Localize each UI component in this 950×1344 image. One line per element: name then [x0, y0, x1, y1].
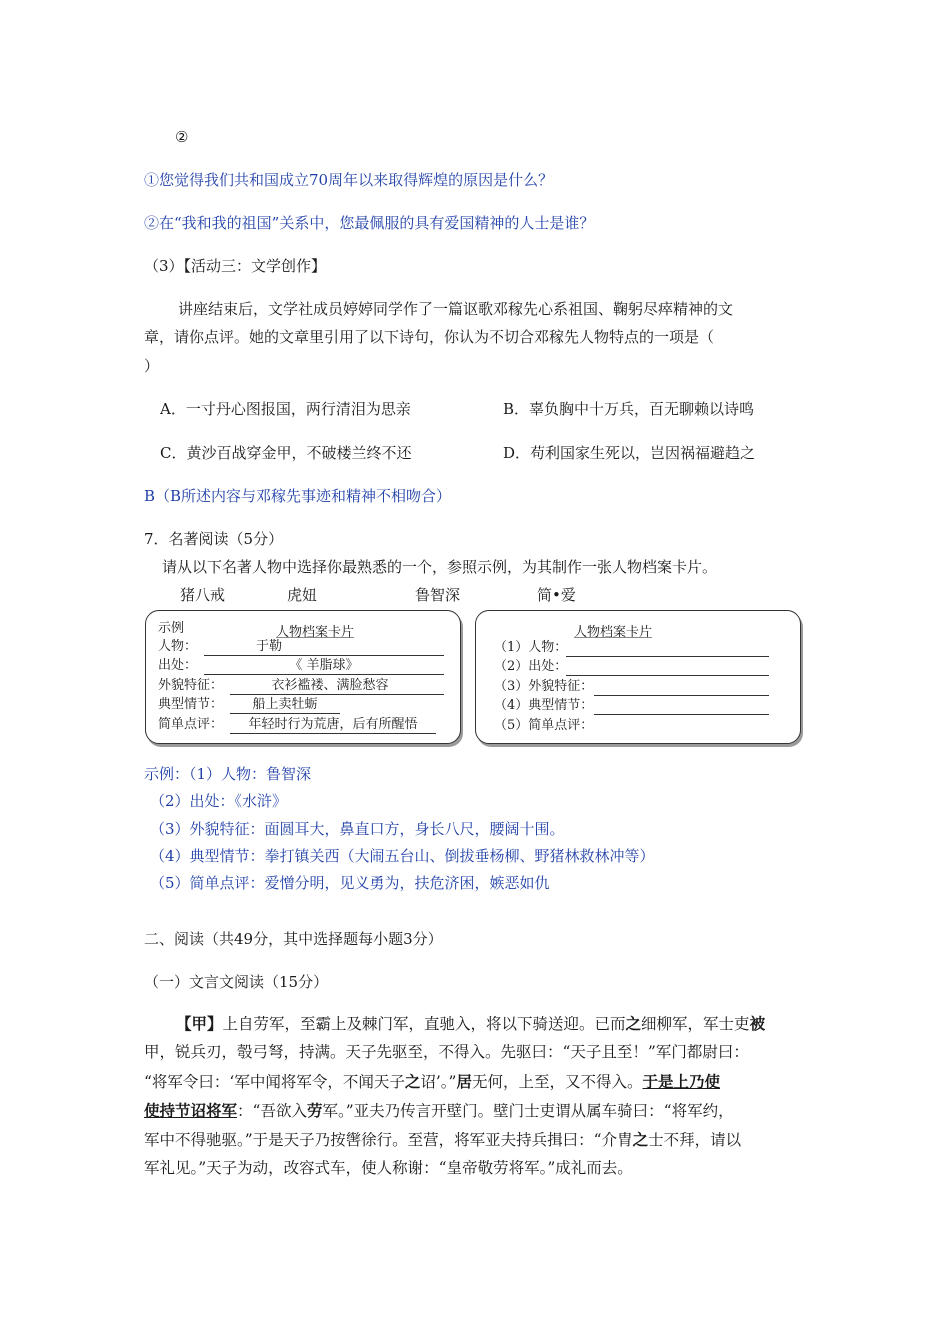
passage-line-5: 军中不得驰驱。”于是天子乃按辔徐行。至营，将军亚夫持兵揖曰：“介胄之士不拜，请以	[144, 1130, 742, 1149]
option-c: C．黄沙百战穿金甲，不破楼兰终不还	[160, 444, 412, 462]
passage-line-3: “将军令曰：‘军中闻将军令，不闻天子之诏’。”居无何，上至，又不得入。于是上乃使	[144, 1072, 721, 1091]
card-left-label-plot: 典型情节：	[158, 697, 224, 712]
card-left-value-person: 于勒	[255, 639, 282, 654]
option-b: B．辜负胸中十万兵，百无聊赖以诗鸣	[503, 400, 755, 418]
underlined-sentence-part1: 于是上乃使	[642, 1072, 721, 1091]
option-d: D．苟利国家生死以，岂因祸福避趋之	[503, 444, 756, 462]
activity3-heading: （3）【活动三：文学创作】	[144, 257, 327, 275]
q7-answer-4: （4）典型情节：拳打镇关西（大闹五台山、倒拔垂杨柳、野猪林救林冲等）	[150, 847, 655, 865]
card-right-label-source: （2）出处：	[494, 659, 568, 674]
passage-line-2: 甲，锐兵刃，彀弓弩，持满。天子先驱至，不得入。先驱曰：“天子且至！”军门都尉曰：	[144, 1043, 749, 1061]
passage-line-4: 使持节诏将军：“吾欲入劳军。”亚夫乃传言开壁门。壁门士吏谓从属车骑曰：“将军约，	[144, 1101, 734, 1120]
card-left-label-person: 人物：	[158, 639, 198, 654]
card-left-label-comment: 简单点评：	[158, 717, 224, 732]
name-luzhishen: 鲁智深	[415, 586, 461, 604]
card-left-label-source: 出处：	[158, 658, 198, 673]
card-right-label-appearance: （3）外貌特征：	[494, 679, 594, 694]
section2-heading: 二、阅读（共49分，其中选择题每小题3分）	[144, 930, 443, 948]
passage-line-6: 军礼见。”天子为动，改容式车，使人称谢：“皇帝敬劳将军。”成礼而去。	[144, 1159, 633, 1177]
name-huniu: 虎妞	[287, 586, 318, 604]
underlined-sentence-part2: 使持节诏将军	[144, 1101, 238, 1120]
card-left-value-plot: 船上卖牡蛎	[252, 697, 318, 712]
card-left-value-source: 《 羊脂球》	[289, 658, 359, 673]
q7-heading: 7．名著阅读（5分）	[144, 530, 284, 548]
q7-answer-1: 示例：（1）人物：鲁智深	[144, 765, 312, 783]
card-left-title: 人物档案卡片	[276, 625, 355, 640]
question-1: ①您觉得我们共和国成立70周年以来取得辉煌的原因是什么？	[144, 171, 554, 189]
q7-instruction: 请从以下名著人物中选择你最熟悉的一个，参照示例，为其制作一张人物档案卡片。	[162, 558, 718, 576]
card-right-label-plot: （4）典型情节：	[494, 698, 594, 713]
name-jane-eyre: 简•爱	[537, 586, 576, 604]
activity3-para-line2: 章，请你点评。她的文章里引用了以下诗句，你认为不切合邓稼先人物特点的一项是（	[144, 328, 715, 346]
card-left-value-appearance: 衣衫褴褛、满脸愁容	[271, 678, 389, 693]
circle-number: ②	[175, 128, 189, 146]
card-example-tag: 示例	[158, 621, 185, 636]
card-right-title: 人物档案卡片	[574, 625, 653, 640]
card-right-label-comment: （5）简单点评：	[494, 718, 594, 733]
q7-answer-2: （2）出处：《水浒》	[150, 792, 288, 810]
name-zhubajie: 猪八戒	[180, 586, 226, 604]
activity3-para-line3: ）	[144, 357, 160, 375]
classical-reading-heading: （一）文言文阅读（15分）	[144, 973, 329, 991]
card-left-label-appearance: 外貌特征：	[158, 678, 224, 693]
passage-line-1: 【甲】上自劳军，至霸上及棘门军，直驰入，将以下骑送迎。已而之细柳军，军士吏被	[176, 1014, 766, 1033]
card-right-label-person: （1）人物：	[494, 640, 568, 655]
activity3-para-line1: 讲座结束后，文学社成员婷婷同学作了一篇讴歌邓稼先心系祖国、鞠躬尽瘁精神的文	[178, 300, 734, 318]
q7-answer-5: （5）简单点评：爱憎分明，见义勇为，扶危济困，嫉恶如仇	[150, 874, 550, 892]
activity3-answer: B（B所述内容与邓稼先事迹和精神不相吻合）	[144, 487, 452, 505]
q7-answer-3: （3）外貌特征：面圆耳大，鼻直口方，身长八尺，腰阔十围。	[150, 820, 565, 838]
passage-jia-marker: 【甲】	[176, 1014, 223, 1033]
option-a: A．一寸丹心图报国，两行清泪为思亲	[160, 400, 411, 418]
question-2: ②在“我和我的祖国”关系中，您最佩服的具有爱国精神的人士是谁？	[144, 214, 595, 232]
blank-profile-card	[475, 610, 801, 744]
card-left-value-comment: 年轻时行为荒唐，后有所醒悟	[248, 717, 418, 732]
example-profile-card	[145, 610, 461, 744]
